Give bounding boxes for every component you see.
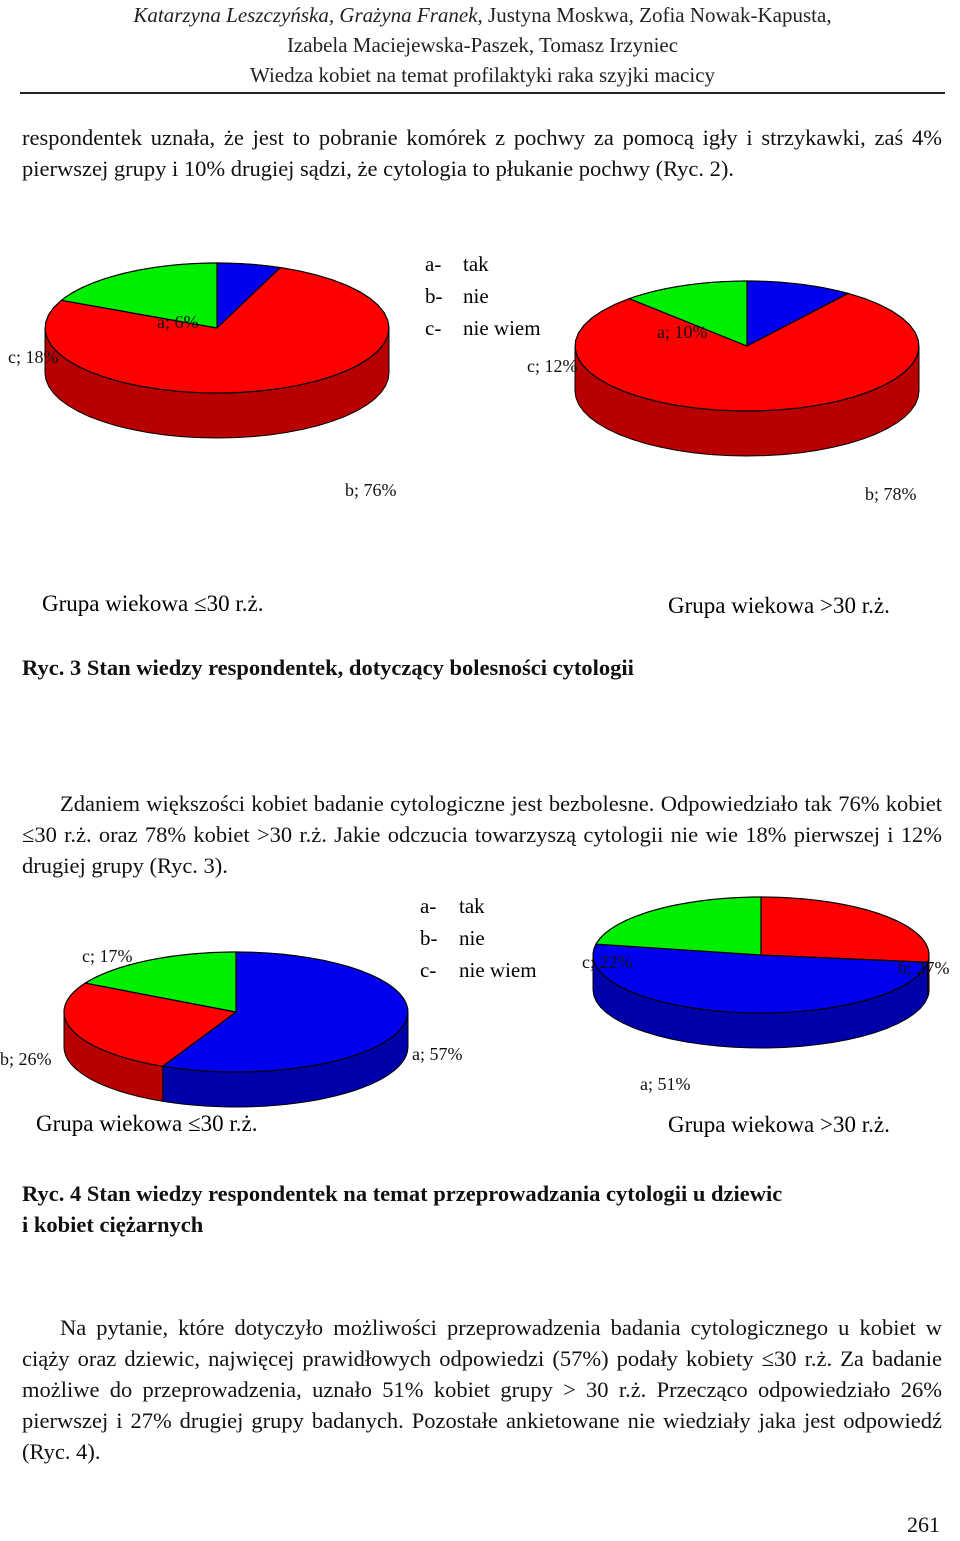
figure-4-caption-line1: Ryc. 4 Stan wiedzy respondentek na temat przeprowadzania cytologii u dziewic — [22, 1181, 783, 1206]
group-label-right: Grupa wiekowa >30 r.ż. — [668, 1112, 890, 1137]
pie-label-b: b; 78% — [865, 484, 917, 504]
pie-slice-c — [596, 897, 761, 955]
pie-label-a: a; 51% — [640, 1074, 691, 1094]
legend-key-b: b- — [425, 284, 443, 308]
header-authors-rest: Justyna Moskwa, Zofia Nowak-Kapusta, — [482, 3, 832, 27]
pie-chart-fig4-right — [582, 897, 950, 1094]
legend-label-c: nie wiem — [459, 958, 537, 982]
legend-fig3 — [425, 252, 541, 340]
pie-label-b: b; 76% — [345, 480, 397, 500]
pie-label-a: a; 10% — [657, 322, 708, 342]
pie-label-c: c; 12% — [527, 356, 578, 376]
header-authors-line1 — [20, 0, 945, 30]
paragraph-1: respondentek uznała, że jest to pobranie komórek z pochwy za pomocą igły i strzykawki, zaś 4% pierwszej grupy i 10% drugiej sądzi, że cytologia to płukanie pochwy (Ryc. 2). — [22, 125, 942, 181]
legend-key-b: b- — [420, 926, 438, 950]
pie-label-a: a; 57% — [412, 1044, 463, 1064]
legend-key-c: c- — [425, 316, 442, 340]
pie-label-c: c; 17% — [82, 946, 133, 966]
figure-4-charts — [0, 885, 960, 1155]
pie-label-c: c; 22% — [582, 952, 633, 972]
pie-chart-fig3-right — [527, 281, 919, 504]
header-authors-line2: Izabela Maciejewska-Paszek, Tomasz Irzyniec — [286, 33, 679, 57]
pie-chart-fig3-left — [8, 263, 397, 500]
paragraph-2-text: Zdaniem większości kobiet badanie cytologiczne jest bezbolesne. Odpowiedziało tak 76% kobiet ≤30 r.ż. oraz 78% kobiet >30 r.ż. Jakie odczucia towarzyszą cytologii nie wie 18% pierwszej i 12% drugiej grupy (Ryc. 3). — [22, 791, 942, 878]
figure-4-caption — [22, 1178, 942, 1240]
figure-3-caption: Ryc. 3 Stan wiedzy respondentek, dotyczący bolesności cytologii — [22, 655, 634, 680]
paragraph-3 — [22, 1312, 942, 1467]
header-title: Wiedza kobiet na temat profilaktyki raka szyjki macicy — [249, 63, 716, 87]
group-label-left: Grupa wiekowa ≤30 r.ż. — [42, 591, 264, 616]
group-label-left: Grupa wiekowa ≤30 r.ż. — [36, 1111, 258, 1136]
group-label-right: Grupa wiekowa >30 r.ż. — [668, 593, 890, 618]
running-header — [20, 0, 945, 94]
legend-key-a: a- — [420, 894, 437, 918]
pie-label-c: c; 18% — [8, 347, 59, 367]
figure-3-charts — [0, 240, 960, 640]
pie-label-a: a; 6% — [157, 312, 199, 332]
legend-label-c: nie wiem — [463, 316, 541, 340]
legend-label-b: nie — [459, 926, 485, 950]
legend-fig4 — [420, 894, 537, 982]
legend-key-c: c- — [420, 958, 437, 982]
figure-4-caption-line2: i kobiet ciężarnych — [22, 1212, 204, 1237]
pie-slice-b — [761, 897, 929, 962]
header-authors-italic: Katarzyna Leszczyńska, Grażyna Franek, — [133, 3, 483, 27]
legend-key-a: a- — [425, 252, 442, 276]
page-number: 261 — [907, 1512, 940, 1537]
paragraph-3-text: Na pytanie, które dotyczyło możliwości przeprowadzenia badania cytologicznego u kobiet w ciąży oraz dziewic, najwięcej prawidłowych odpowiedzi (57%) podały kobiety ≤30 r.ż. Za badanie możliwe do przeprowadzenia, uznało 51% kobiet grupy > 30 r.ż. Przecząco odpowiedziało 26% pierwszej i 27% drugiej grupy badanych. Pozostałe ankietowane nie wiedziały jaka jest odpowiedź (Ryc. 4). — [22, 1315, 942, 1464]
legend-label-a: tak — [463, 252, 489, 276]
paragraph-2 — [22, 788, 942, 881]
legend-label-a: tak — [459, 894, 485, 918]
legend-label-b: nie — [463, 284, 489, 308]
pie-chart-fig4-left — [0, 946, 462, 1107]
pie-label-b: b; 27% — [898, 958, 950, 978]
pie-label-b: b; 26% — [0, 1049, 52, 1069]
